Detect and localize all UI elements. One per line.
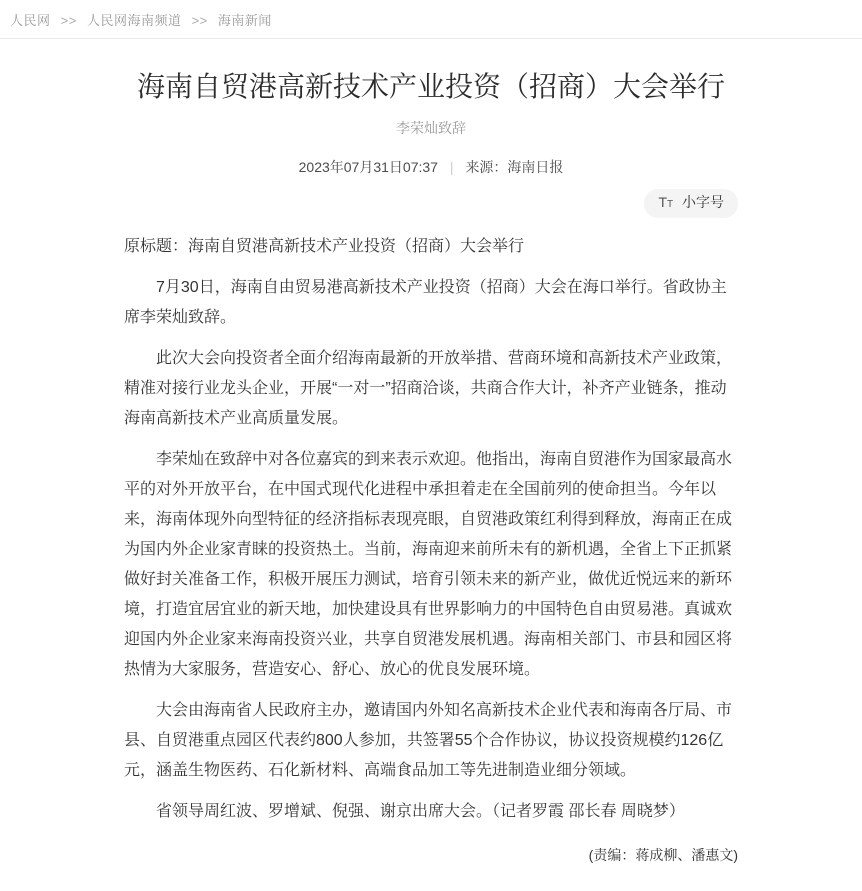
breadcrumb-separator: >> bbox=[191, 13, 208, 28]
font-size-icon: TT bbox=[658, 194, 674, 211]
page-title: 海南自贸港高新技术产业投资（招商）大会举行 bbox=[136, 71, 725, 102]
article-paragraph: 李荣灿在致辞中对各位嘉宾的到来表示欢迎。他指出，海南自贸港作为国家最高水平的对外开放平台，在中国式现代化进程中承担着走在全国前列的使命担当。今年以来，海南体现外向型特征的经济指标表现亮眼，自贸港政策红利得到释放，海南正在成为国内外企业家青睐的投资热土。当前，海南迎来前所未有的新机遇，全省上下正抓紧做好封关准备工作，积极开展压力测试，培育引领未来的新产业，做优近悦远来的新环境，打造宜居宜业的新天地，加快建设具有世界影响力的中国特色自由贸易港。真诚欢迎国内外企业家来海南投资兴业，共享自贸港发展机遇。海南相关部门、市县和园区将热情为大家服务，营造安心、舒心、放心的优良发展环境。 bbox=[124, 451, 733, 679]
breadcrumb bbox=[0, 0, 862, 38]
breadcrumb-separator: >> bbox=[60, 13, 77, 28]
breadcrumb-link-peoples-net[interactable]: 人民网 bbox=[10, 13, 51, 28]
article-toolbar bbox=[124, 189, 738, 218]
article-source: 来源：海南日报 bbox=[465, 159, 564, 176]
article-paragraph: 此次大会向投资者全面介绍海南最新的开放举措、营商环境和高新技术产业政策，精准对接行业龙头企业，开展“一对一”招商洽谈，共商合作大计，补齐产业链条，推动海南高新技术产业高质量发展。 bbox=[124, 350, 733, 428]
original-title-line: 原标题：海南自贸港高新技术产业投资（招商）大会举行 bbox=[124, 238, 525, 256]
article-content bbox=[124, 69, 738, 891]
header-divider bbox=[0, 38, 862, 39]
font-size-button[interactable] bbox=[644, 189, 738, 218]
meta-separator: | bbox=[449, 159, 454, 176]
article-paragraph: 省领导周红波、罗增斌、倪强、谢京出席大会。（记者罗霞 邵长春 周晓梦） bbox=[156, 803, 685, 821]
editor-credit: (责编：蒋成柳、潘惠文) bbox=[588, 847, 738, 864]
article-subtitle: 李荣灿致辞 bbox=[396, 120, 466, 137]
breadcrumb-link-hainan-news[interactable]: 海南新闻 bbox=[217, 13, 272, 28]
breadcrumb-link-hainan-channel[interactable]: 人民网海南频道 bbox=[86, 13, 182, 28]
article-body bbox=[124, 232, 738, 827]
article-meta bbox=[124, 157, 738, 177]
article-paragraph: 大会由海南省人民政府主办，邀请国内外知名高新技术企业代表和海南各厅局、市县、自贸港重点园区代表约800人参加，共签署55个合作协议，协议投资规模约126亿元，涵盖生物医药、石化新材料、高端食品加工等先进制造业细分领域。 bbox=[124, 702, 733, 780]
article-paragraph: 7月30日，海南自由贸易港高新技术产业投资（招商）大会在海口举行。省政协主席李荣灿致辞。 bbox=[124, 279, 727, 327]
publish-datetime: 2023年07月31日07:37 bbox=[298, 159, 438, 176]
font-size-label: 小字号 bbox=[682, 194, 724, 211]
